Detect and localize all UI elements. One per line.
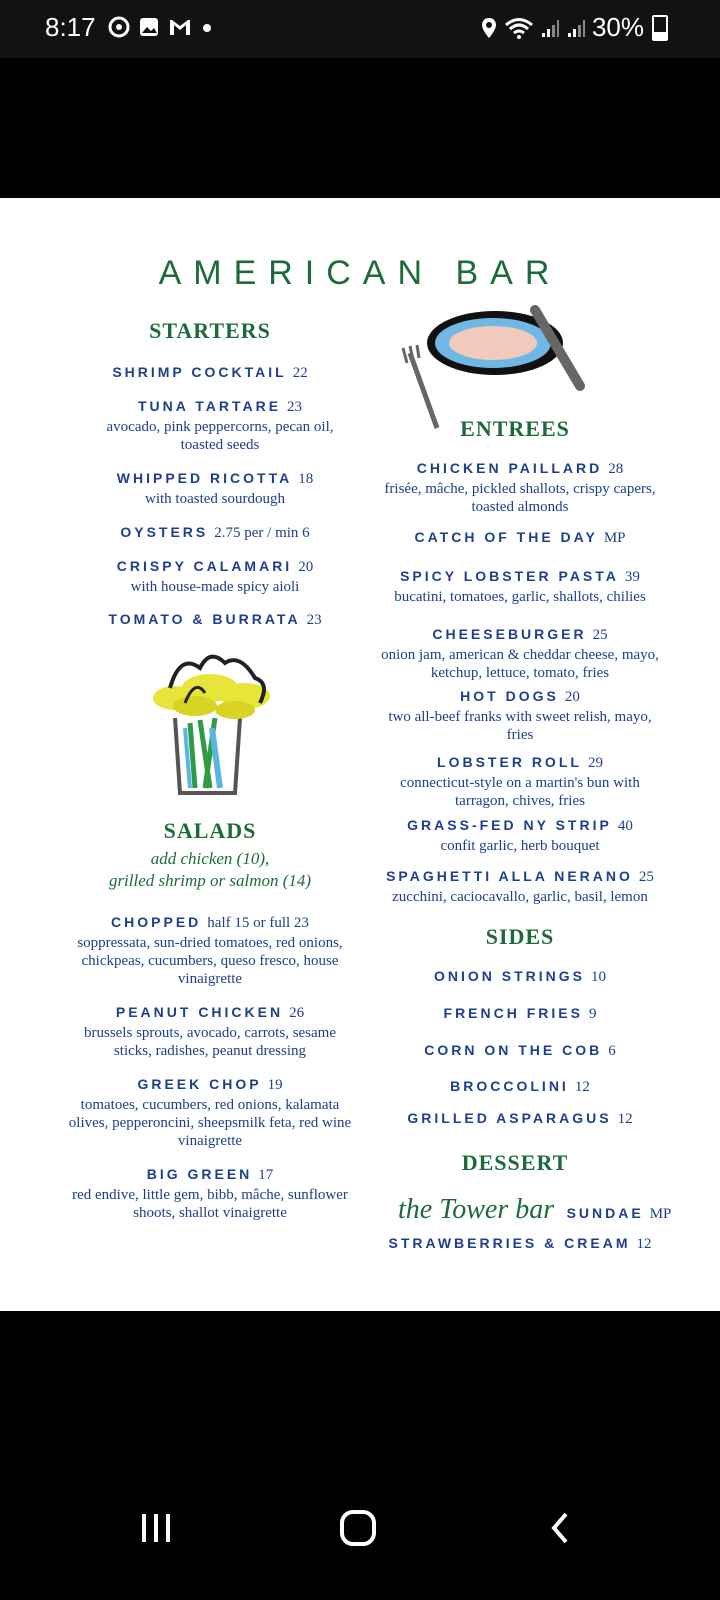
signal-icon: [540, 17, 560, 39]
flowers-illustration: [140, 648, 290, 808]
menu-item: CATCH OF THE DAY MP: [414, 529, 626, 546]
sides-heading: SIDES: [485, 924, 555, 949]
menu-item: BROCCOLINI 12: [450, 1078, 590, 1095]
navigation-bar: [0, 1480, 720, 1600]
tower-bar-logo: the Tower bar: [398, 1194, 555, 1225]
signal-icon: [566, 17, 586, 39]
menu-item: CHICKEN PAILLARD 28 frisée, mâche, pickled shallots, crispy capers, toasted almonds: [384, 460, 656, 515]
menu-item: SHRIMP COCKTAIL 22: [112, 364, 308, 381]
menu-image: [0, 198, 720, 1311]
gallery-icon: [138, 16, 160, 38]
menu-item: STRAWBERRIES & CREAM 12: [388, 1235, 652, 1252]
salads-addon-note: add chicken (10),: [150, 849, 270, 868]
battery-icon: [652, 15, 668, 41]
wifi-icon: [504, 16, 534, 40]
menu-item: SPICY LOBSTER PASTA 39 bucatini, tomatoes, garlic, shallots, chilies: [394, 568, 646, 605]
menu-item: CRISPY CALAMARI 20 with house-made spicy aioli: [116, 558, 314, 595]
salads-addon-note: grilled shrimp or salmon (14): [108, 871, 312, 890]
clock: 8:17: [45, 12, 96, 42]
menu-item: FRENCH FRIES 9: [443, 1005, 597, 1022]
menu-item: ONION STRINGS 10: [433, 968, 606, 985]
system-icons: [480, 12, 668, 43]
starters-heading: STARTERS: [149, 318, 271, 343]
menu-item: GREEK CHOP 19 tomatoes, cucumbers, red onions, kalamata olives, pepperoncini, sheepsmilk feta, red wine vinaigrette: [68, 1076, 352, 1149]
menu-item: GRASS-FED NY STRIP 40 confit garlic, herb bouquet: [407, 817, 633, 854]
menu-item: LOBSTER ROLL 29 connecticut-style on a martin's bun with tarragon, chives, fries: [400, 754, 640, 809]
location-icon: [480, 17, 498, 39]
battery-percent: 30%: [591, 12, 644, 42]
back-icon[interactable]: [546, 1510, 576, 1546]
notification-icons: [108, 16, 214, 38]
status-bar: [0, 0, 720, 58]
menu-item: CHOPPED half 15 or full 23 soppressata, sun-dried tomatoes, red onions, chickpeas, cucumbers, queso fresco, house vinaigrette: [77, 914, 343, 987]
menu-item: GRILLED ASPARAGUS 12: [407, 1110, 633, 1127]
entrees-heading: ENTREES: [460, 416, 570, 441]
chrome-icon: [108, 16, 130, 38]
home-icon[interactable]: [338, 1508, 378, 1548]
recents-icon[interactable]: [138, 1510, 174, 1546]
dessert-sundae-line: the Tower bar SUNDAE MP: [398, 1194, 672, 1225]
menu-item: PEANUT CHICKEN 26 brussels sprouts, avocado, carrots, sesame sticks, radishes, peanut dressing: [83, 1004, 337, 1059]
menu-item: TUNA TARTARE 23 avocado, pink peppercorns, pecan oil, toasted seeds: [106, 398, 334, 453]
menu-item: BIG GREEN 17 red endive, little gem, bibb, mâche, sunflower shoots, shallot vinaigrette: [72, 1166, 348, 1221]
menu-item: CHEESEBURGER 25 onion jam, american & cheddar cheese, mayo, ketchup, lettuce, tomato, fries: [381, 626, 659, 681]
menu-item: HOT DOGS 20 two all-beef franks with sweet relish, mayo, fries: [388, 688, 652, 743]
menu-item: TOMATO & BURRATA 23: [108, 611, 322, 628]
menu-item: OYSTERS 2.75 per / min 6: [120, 524, 310, 541]
menu-item: SPAGHETTI ALLA NERANO 25 zucchini, caciocavallo, garlic, basil, lemon: [386, 868, 654, 905]
dot-icon: [200, 16, 214, 38]
menu-title: AMERICAN BAR: [158, 254, 562, 292]
gmail-icon: [168, 16, 192, 38]
menu-item: WHIPPED RICOTTA 18 with toasted sourdough: [116, 470, 314, 507]
dessert-heading: DESSERT: [461, 1150, 569, 1175]
menu-item: CORN ON THE COB 6: [424, 1042, 616, 1059]
salads-heading: SALADS: [163, 818, 257, 843]
